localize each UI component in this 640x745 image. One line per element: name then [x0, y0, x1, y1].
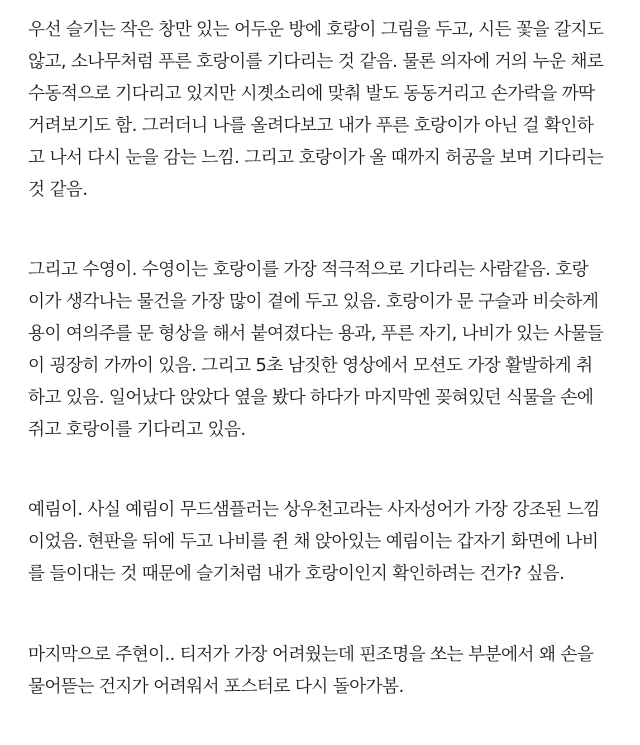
text-line: 이 굉장히 가까이 있음. 그리고 5초 남짓한 영상에서 모션도 가장 활발하게 취 [28, 356, 593, 376]
text-line: 그리고 수영이. 수영이는 호랑이를 가장 적극적으로 기다리는 사람같음. 호랑 [28, 260, 589, 280]
text-line: 거려보기도 함. 그러더니 나를 올려다보고 내가 푸른 호랑이가 아닌 걸 확인하 [28, 116, 594, 136]
text-line: 이가 생각나는 물건을 가장 많이 곁에 두고 있음. 호랑이가 문 구슬과 비슷하게 [28, 292, 599, 312]
text-line: 수동적으로 기다리고 있지만 시곗소리에 맞춰 발도 동동거리고 손가락을 까딱 [28, 84, 595, 104]
text-line: 이었음. 현판을 뒤에 두고 나비를 쥔 채 앉아있는 예림이는 갑자기 화면에 나비 [28, 532, 599, 552]
text-line: 마지막으로 주현이.. 티저가 가장 어려웠는데 핀조명을 쏘는 부분에서 왜 손을 [28, 645, 594, 665]
text-line: 우선 슬기는 작은 창만 있는 어두운 방에 호랑이 그림을 두고, 시든 꽃을 갈지도 [28, 20, 604, 40]
text-line: 를 들이대는 것 때문에 슬기처럼 내가 호랑이인지 확인하려는 건가? 싶음. [28, 564, 565, 584]
text-line: 않고, 소나무처럼 푸른 호랑이를 기다리는 것 같음. 물론 의자에 거의 누운 채로 [28, 52, 604, 72]
text-line: 용이 여의주를 문 형상을 해서 붙여졌다는 용과, 푸른 자기, 나비가 있는 사물들 [28, 324, 604, 344]
text-line: 예림이. 사실 예림이 무드샘플러는 상우천고라는 사자성어가 가장 강조된 느낌 [28, 500, 600, 520]
text-line: 하고 있음. 일어났다 앉았다 옆을 봤다 하다가 마지막엔 꽂혀있던 식물을 손에 [28, 388, 594, 408]
text-line: 쥐고 호랑이를 기다리고 있음. [28, 420, 246, 440]
text-line: 물어뜯는 건지가 어려워서 포스터로 다시 돌아가봄. [28, 677, 404, 697]
text-line: 것 같음. [28, 180, 88, 200]
text-line: 고 나서 다시 눈을 감는 느낌. 그리고 호랑이가 올 때까지 허공을 보며 기다리는 [28, 148, 604, 168]
